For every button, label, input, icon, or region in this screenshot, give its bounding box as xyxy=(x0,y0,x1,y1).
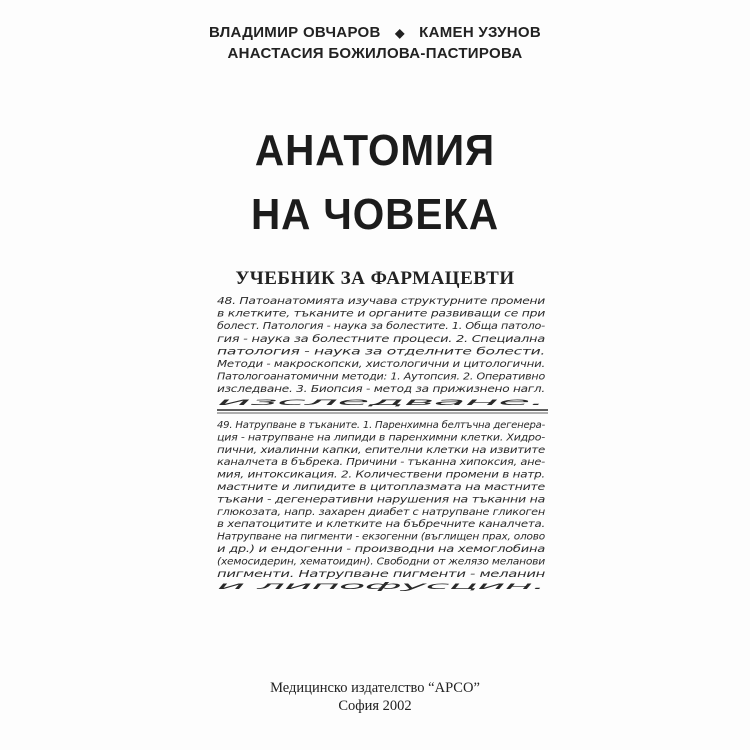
handwritten-line: Патологоанатомични методи: 1. Аутопсия. 2. Оперативно xyxy=(217,371,546,383)
handwritten-line: изследване. 3. Биопсия - метод за прижизнено нагл. xyxy=(217,384,545,396)
handwritten-line: глюкозата, напр. захарен диабет с натрупване гликоген xyxy=(217,506,497,518)
handwritten-line: тъкани - дегенеративни нарушения на тъканни на xyxy=(217,494,546,506)
handwritten-block-48 xyxy=(217,296,546,408)
handwritten-line: мастните и липидите в цитоплазмата на мастните xyxy=(217,482,546,493)
handwritten-line: пични, хиалинни капки, епителни клетки на извитите xyxy=(217,444,546,456)
handwritten-line: мия, интоксикация. 2. Количествени промени в натр. xyxy=(217,469,545,481)
handwritten-line: гия - наука за болестните процеси. 2. Специална xyxy=(217,333,459,345)
handwritten-line: Методи - макроскопски, хистологични и цитологични. xyxy=(217,359,545,370)
handwritten-notes xyxy=(215,292,550,602)
book-title-line-2: НА ЧОВЕКА xyxy=(250,190,500,239)
handwritten-line: 48. Патоанатомията изучава структурните промени xyxy=(217,296,545,307)
author-separator-diamond: ◆ xyxy=(395,26,405,40)
handwritten-notes-svg xyxy=(215,292,550,602)
publisher-name: Медицинско издателство “АРСО” xyxy=(270,680,480,696)
book-subtitle: УЧЕБНИК ЗА ФАРМАЦЕВТИ xyxy=(235,268,515,289)
author-ovcharov: ВЛАДИМИР ОВЧАРОВ xyxy=(208,24,381,41)
handwritten-line: ция - натрупване на липиди в паренхимни клетки. Хидро- xyxy=(217,432,546,444)
author-uzunov: КАМЕН УЗУНОВ xyxy=(419,24,542,41)
handwritten-line: патология - наука за отделните болести. xyxy=(217,346,420,358)
book-title-line-1: АНАТОМИЯ xyxy=(254,126,496,175)
handwritten-line: каналчета в бъбрека. Причини - тъканна хипоксия, ане- xyxy=(217,457,494,469)
handwritten-line: в клетките, тъканите и органите развиващи се при xyxy=(217,308,545,320)
handwritten-line: пигменти. Натрупване пигменти - меланин xyxy=(217,568,545,580)
author-bozhilova-pastirova: АНАСТАСИЯ БОЖИЛОВА-ПАСТИРОВА xyxy=(227,45,523,62)
publication-place-year: София 2002 xyxy=(338,698,412,714)
authors-line-1 xyxy=(0,24,750,41)
handwritten-line: в хепатоцитите и клетките на бъбречните каналчета. xyxy=(217,519,484,531)
handwritten-line: (хемосидерин, хематоидин). Свободни от желязо меланови xyxy=(217,556,512,568)
handwritten-line: и липофусцин. xyxy=(217,581,545,593)
handwritten-line: болест. Патология - наука за болестите. 1. Обща патоло- xyxy=(217,321,498,333)
handwritten-block-49 xyxy=(217,419,546,592)
handwritten-line: изследване. xyxy=(217,396,545,408)
handwritten-line: 49. Натрупване в тъканите. 1. Паренхимна белтъчна дегенера- xyxy=(217,420,531,431)
handwritten-line: Натрупване на пигменти - екзогенни (въглищен прах, олово xyxy=(217,531,546,543)
handwritten-line: и др.) и ендогенни - производни на хемоглобина xyxy=(217,544,458,555)
